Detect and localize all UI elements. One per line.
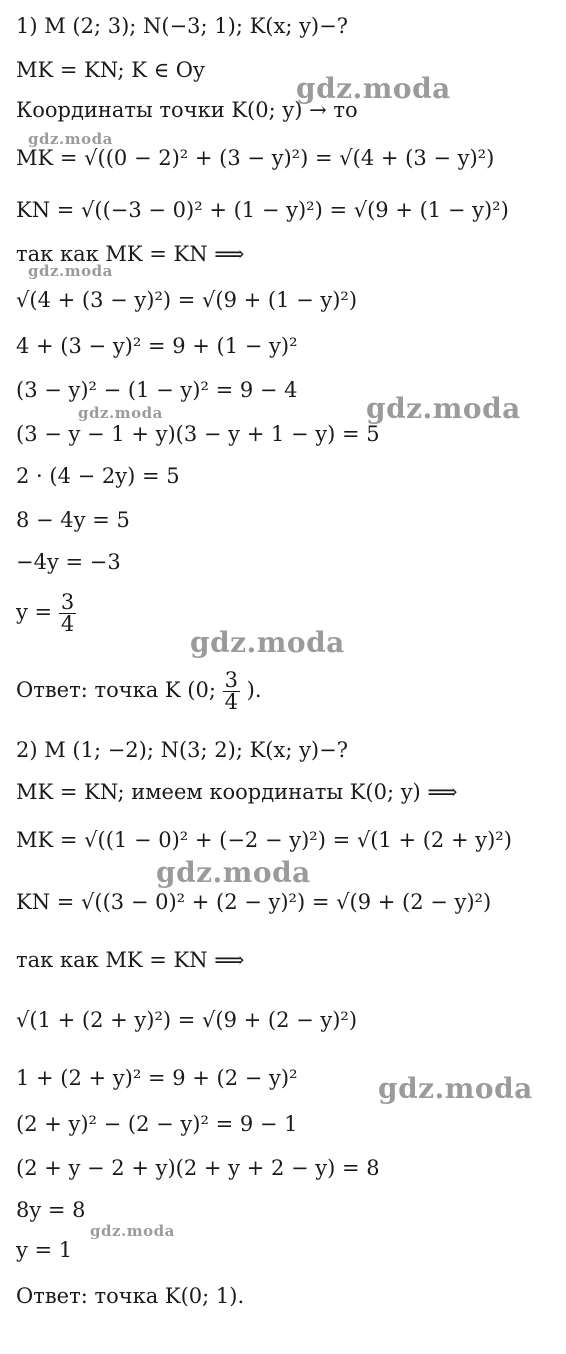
watermark: gdz.moda [78, 404, 163, 422]
part1-since-line: так как MK = KN ⟹ [16, 242, 245, 266]
part2-since-line: так как MK = KN ⟹ [16, 948, 245, 972]
answer-denominator: 4 [224, 690, 238, 714]
part1-coords-note: Координаты точки K(0; y) → то [16, 98, 358, 122]
part2-eq4: (2 + y − 2 + y)(2 + y + 2 − y) = 8 [16, 1156, 380, 1180]
watermark: gdz.moda [28, 262, 113, 280]
watermark: gdz.moda [296, 72, 451, 105]
part2-answer: Ответ: точка K(0; 1). [16, 1284, 245, 1308]
part1-eq2: 4 + (3 − y)² = 9 + (1 − y)² [16, 334, 298, 358]
part1-eq7: −4y = −3 [16, 550, 121, 574]
part1-eq3: (3 − y)² − (1 − y)² = 9 − 4 [16, 378, 298, 402]
part2-eq2: 1 + (2 + y)² = 9 + (2 − y)² [16, 1066, 298, 1090]
part1-eq5: 2 · (4 − 2y) = 5 [16, 464, 180, 488]
watermark: gdz.moda [366, 392, 521, 425]
part2-eq1: √(1 + (2 + y)²) = √(9 + (2 − y)²) [16, 1008, 358, 1032]
part1-eq6: 8 − 4y = 5 [16, 508, 130, 532]
part2-eq3: (2 + y)² − (2 − y)² = 9 − 1 [16, 1112, 298, 1136]
part1-condition: MK = KN; K ∈ Oy [16, 58, 205, 82]
part2-eq6: y = 1 [16, 1238, 73, 1262]
y-fraction [59, 592, 76, 635]
watermark: gdz.moda [28, 130, 113, 148]
answer-suffix: ). [246, 678, 262, 702]
part2-kn-equation: KN = √((3 − 0)² + (2 − y)²) = √(9 + (2 − y)²) [16, 890, 492, 914]
watermark: gdz.moda [90, 1222, 175, 1240]
part2-eq5: 8y = 8 [16, 1198, 86, 1222]
part2-given: 2) M (1; −2); N(3; 2); K(x; y)−? [16, 738, 348, 762]
watermark: gdz.moda [156, 856, 311, 889]
watermark: gdz.moda [378, 1072, 533, 1105]
part1-y-result [16, 592, 76, 635]
y-numerator: 3 [60, 590, 75, 614]
part1-kn-equation: KN = √((−3 − 0)² + (1 − y)²) = √(9 + (1 − y)²) [16, 198, 509, 222]
part1-mk-equation: MK = √((0 − 2)² + (3 − y)²) = √(4 + (3 − y)²) [16, 146, 495, 170]
answer-fraction [223, 670, 240, 713]
part2-condition: MK = KN; имеем координаты K(0; y) ⟹ [16, 780, 458, 804]
y-label: y = [16, 600, 53, 624]
part1-answer [16, 670, 262, 713]
y-denominator: 4 [60, 612, 75, 636]
part2-mk-equation: MK = √((1 − 0)² + (−2 − y)²) = √(1 + (2 + y)²) [16, 828, 512, 852]
part1-eq4: (3 − y − 1 + y)(3 − y + 1 − y) = 5 [16, 422, 380, 446]
answer-prefix: Ответ: точка K (0; [16, 678, 216, 702]
part1-given: 1) M (2; 3); N(−3; 1); K(x; y)−? [16, 14, 348, 38]
watermark: gdz.moda [190, 626, 345, 659]
part1-eq1: √(4 + (3 − y)²) = √(9 + (1 − y)²) [16, 288, 358, 312]
answer-numerator: 3 [224, 668, 238, 692]
